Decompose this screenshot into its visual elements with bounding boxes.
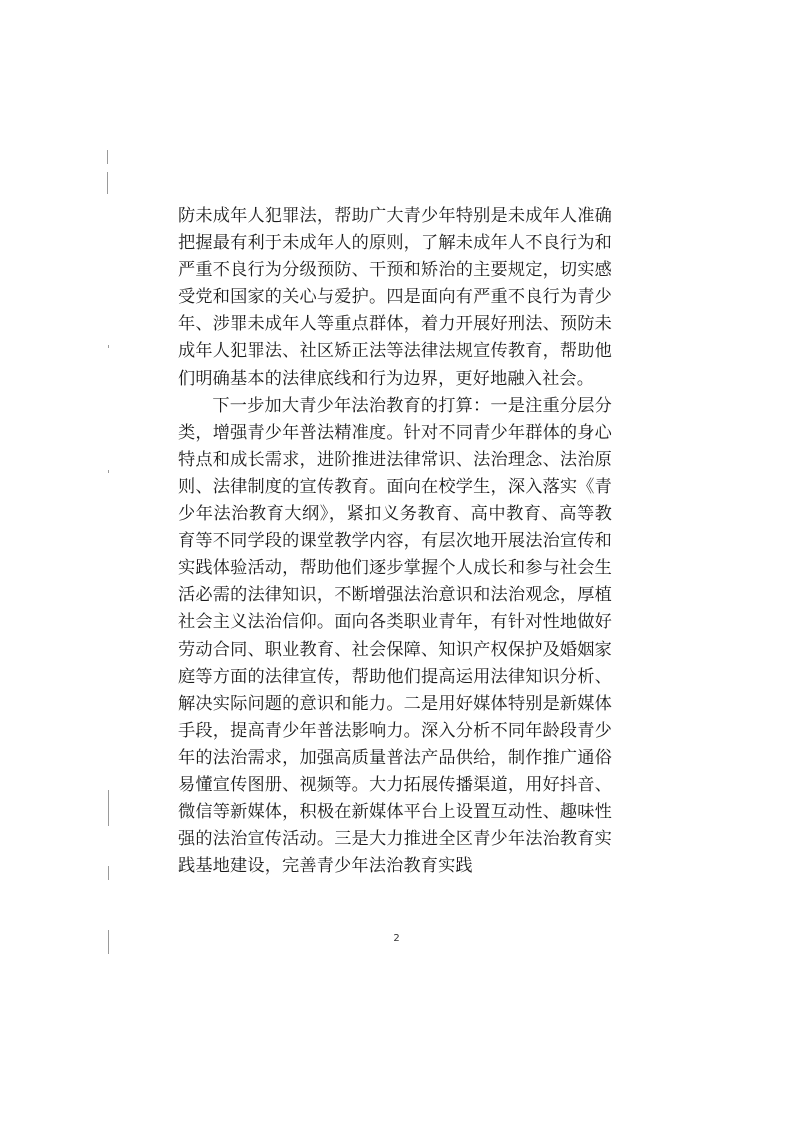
paragraph-continued: 防未成年人犯罪法，帮助广大青少年特别是未成年人准确把握最有利于未成年人的原则，了解未成年人不良行为和严重不良行为分级预防、干预和矫治的主要规定，切实感受党和国家的关心与爱护。四是面向有严重不良行为青少年、涉罪未成年人等重点群体，着力开展好刑法、预防未成年人犯罪法、社区矫正法等法律法规宣传教育，帮助他们明确基本的法律底线和行为边界，更好地融入社会。 bbox=[178, 206, 612, 389]
scan-margin-mark bbox=[107, 150, 108, 164]
body-text bbox=[178, 203, 612, 880]
scan-margin-mark bbox=[108, 345, 109, 348]
scan-margin-mark bbox=[108, 790, 109, 826]
page-number: 2 bbox=[393, 933, 400, 944]
scan-margin-mark bbox=[108, 470, 109, 473]
scan-margin-mark bbox=[107, 172, 108, 194]
scan-margin-mark bbox=[108, 866, 109, 880]
paragraph-next-steps: 下一步加大青少年法治教育的打算：一是注重分层分类，增强青少年普法精准度。针对不同青少年群体的身心特点和成长需求，进阶推进法律常识、法治理念、法治原则、法律制度的宣传教育。面向在校学生，深入落实《青少年法治教育大纲》，紧扣义务教育、高中教育、高等教育等不同学段的课堂教学内容，有层次地开展法治宣传和实践体验活动，帮助他们逐步掌握个人成长和参与社会生活必需的法律知识，不断增强法治意识和法治观念，厚植社会主义法治信仰。面向各类职业青年，有针对性地做好劳动合同、职业教育、社会保障、知识产权保护及婚姻家庭等方面的法律宣传，帮助他们提高运用法律知识分析、解决实际问题的意识和能力。二是用好媒体特别是新媒体手段，提高青少年普法影响力。深入分析不同年龄段青少年的法治需求，加强高质量普法产品供给，制作推广通俗易懂宣传图册、视频等。大力拓展传播渠道，用好抖音、微信等新媒体，积极在新媒体平台上设置互动性、趣味性强的法治宣传活动。三是大力推进全区青少年法治教育实践基地建设，完善青少年法治教育实践 bbox=[178, 395, 612, 877]
